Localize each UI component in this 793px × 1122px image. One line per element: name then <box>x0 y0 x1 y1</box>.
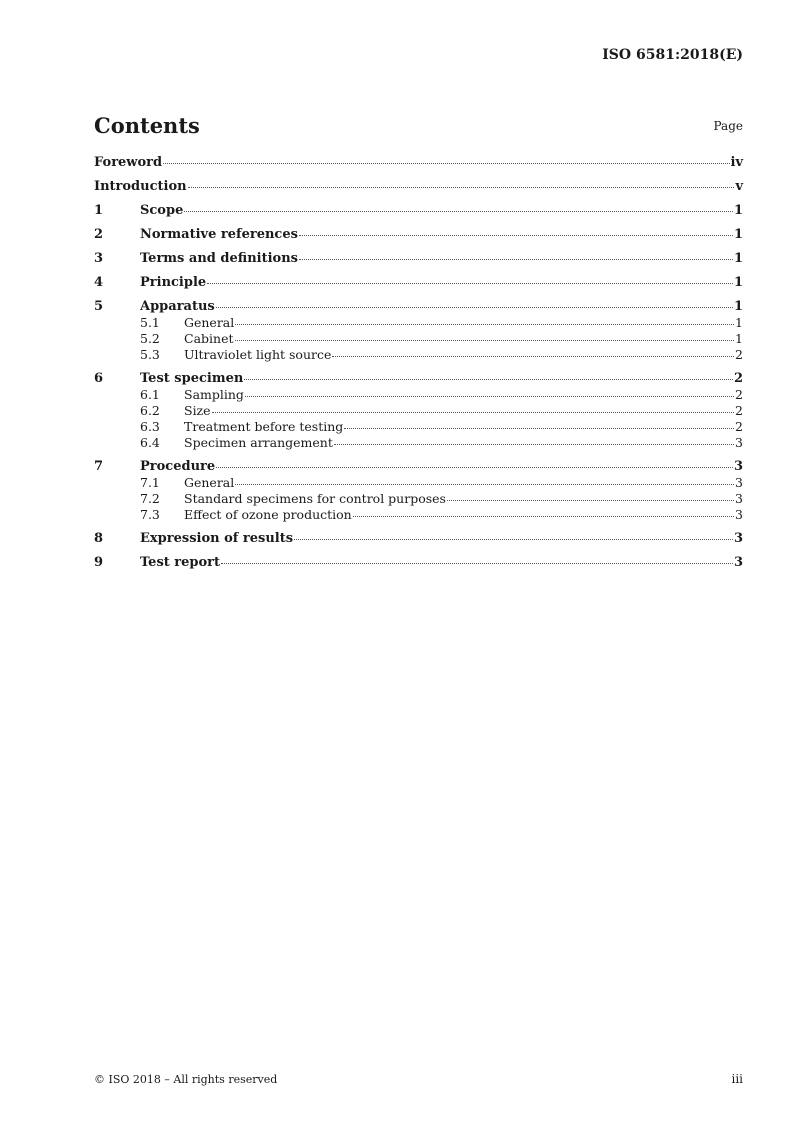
document-id: ISO 6581:2018(E) <box>602 47 743 63</box>
toc-entry-page: 2 <box>735 403 743 418</box>
toc-entry-page: 2 <box>735 387 743 402</box>
toc-entry-number: 6.2 <box>140 403 160 418</box>
toc-entry-number: 7.3 <box>140 507 160 522</box>
toc-entry-title: Treatment before testing <box>184 419 344 434</box>
toc-entry-page: 1 <box>733 275 743 290</box>
toc-entry-foreword[interactable] <box>94 155 743 171</box>
table-of-contents <box>94 155 743 571</box>
toc-entry-subsection-6.1[interactable] <box>94 387 743 403</box>
toc-entry-page: 2 <box>735 419 743 434</box>
toc-entry-page: 2 <box>735 347 743 362</box>
toc-entry-section-4[interactable] <box>94 275 743 291</box>
dot-leader <box>344 428 734 429</box>
toc-entry-page: iv <box>730 155 743 170</box>
toc-entry-number: 5 <box>94 299 104 314</box>
dot-leader <box>299 259 733 260</box>
toc-entry-title: Scope <box>140 203 184 218</box>
toc-entry-section-3[interactable] <box>94 251 743 267</box>
toc-entry-section-5[interactable] <box>94 299 743 315</box>
toc-entry-subsection-6.2[interactable] <box>94 403 743 419</box>
dot-leader <box>299 235 733 236</box>
toc-entry-title: Procedure <box>140 459 216 474</box>
dot-leader <box>163 163 729 164</box>
toc-entry-title: General <box>184 315 235 330</box>
toc-entry-page: 1 <box>735 331 743 346</box>
toc-entry-title: Test report <box>140 555 221 570</box>
toc-entry-section-7[interactable] <box>94 459 743 475</box>
toc-entry-subsection-7.2[interactable] <box>94 491 743 507</box>
toc-entry-section-6[interactable] <box>94 371 743 387</box>
toc-entry-title: Test specimen <box>140 371 244 386</box>
toc-entry-number: 2 <box>94 227 104 242</box>
toc-entry-number: 6.1 <box>140 387 160 402</box>
toc-entry-section-2[interactable] <box>94 227 743 243</box>
toc-entry-page: 3 <box>733 531 743 546</box>
toc-entry-number: 5.2 <box>140 331 160 346</box>
toc-entry-page: 3 <box>735 507 743 522</box>
toc-entry-title: Expression of results <box>140 531 294 546</box>
dot-leader <box>188 187 735 188</box>
dot-leader <box>212 412 735 413</box>
page-column-label: Page <box>713 119 743 133</box>
dot-leader <box>207 283 733 284</box>
toc-entry-number: 4 <box>94 275 104 290</box>
toc-entry-page: 1 <box>733 251 743 266</box>
toc-entry-page: 3 <box>735 475 743 490</box>
toc-entry-subsection-5.1[interactable] <box>94 315 743 331</box>
dot-leader <box>334 444 734 445</box>
toc-entry-page: 3 <box>735 435 743 450</box>
toc-entry-title: Normative references <box>140 227 298 242</box>
toc-entry-number: 3 <box>94 251 104 266</box>
toc-entry-section-9[interactable] <box>94 555 743 571</box>
dot-leader <box>332 356 734 357</box>
toc-entry-number: 6.4 <box>140 435 160 450</box>
toc-entry-page: 1 <box>733 227 743 242</box>
dot-leader <box>245 396 734 397</box>
toc-entry-title: Sampling <box>184 387 244 402</box>
toc-entry-subsection-5.3[interactable] <box>94 347 743 363</box>
dot-leader <box>235 324 734 325</box>
toc-entry-title: General <box>184 475 235 490</box>
toc-entry-title: Effect of ozone production <box>184 507 352 522</box>
dot-leader <box>244 379 733 380</box>
toc-entry-number: 6 <box>94 371 104 386</box>
toc-entry-subsection-7.1[interactable] <box>94 475 743 491</box>
contents-title: Contents <box>94 113 200 138</box>
toc-entry-title: Cabinet <box>184 331 234 346</box>
toc-entry-introduction[interactable] <box>94 179 743 195</box>
toc-entry-page: 2 <box>733 371 743 386</box>
toc-entry-page: 1 <box>733 299 743 314</box>
toc-entry-page: 1 <box>733 203 743 218</box>
toc-entry-subsection-6.3[interactable] <box>94 419 743 435</box>
toc-entry-subsection-5.2[interactable] <box>94 331 743 347</box>
toc-entry-page: 3 <box>733 459 743 474</box>
toc-entry-title: Apparatus <box>140 299 215 314</box>
toc-entry-title: Standard specimens for control purposes <box>184 491 446 506</box>
dot-leader <box>294 539 733 540</box>
toc-entry-page: v <box>735 179 743 194</box>
toc-entry-number: 6.3 <box>140 419 160 434</box>
dot-leader <box>221 563 733 564</box>
toc-entry-page: 3 <box>735 491 743 506</box>
toc-entry-title: Introduction <box>94 179 187 194</box>
toc-entry-number: 5.1 <box>140 315 160 330</box>
footer-copyright: © ISO 2018 – All rights reserved <box>94 1073 278 1086</box>
toc-entry-number: 7.1 <box>140 475 160 490</box>
toc-entry-title: Ultraviolet light source <box>184 347 332 362</box>
toc-entry-title: Foreword <box>94 155 163 170</box>
toc-entry-title: Principle <box>140 275 207 290</box>
toc-entry-title: Specimen arrangement <box>184 435 333 450</box>
toc-entry-title: Size <box>184 403 211 418</box>
toc-entry-number: 7.2 <box>140 491 160 506</box>
toc-entry-page: 3 <box>733 555 743 570</box>
toc-entry-number: 5.3 <box>140 347 160 362</box>
toc-entry-number: 9 <box>94 555 104 570</box>
toc-entry-subsection-7.3[interactable] <box>94 507 743 523</box>
toc-entry-number: 7 <box>94 459 104 474</box>
toc-entry-section-8[interactable] <box>94 531 743 547</box>
dot-leader <box>353 516 734 517</box>
toc-entry-page: 1 <box>735 315 743 330</box>
toc-entry-subsection-6.4[interactable] <box>94 435 743 451</box>
dot-leader <box>216 467 733 468</box>
dot-leader <box>184 211 733 212</box>
toc-entry-number: 1 <box>94 203 104 218</box>
toc-entry-number: 8 <box>94 531 104 546</box>
toc-entry-section-1[interactable] <box>94 203 743 219</box>
footer-page-number: iii <box>731 1072 743 1086</box>
dot-leader <box>235 340 735 341</box>
dot-leader <box>235 484 734 485</box>
dot-leader <box>216 307 733 308</box>
dot-leader <box>447 500 734 501</box>
toc-entry-title: Terms and definitions <box>140 251 298 266</box>
